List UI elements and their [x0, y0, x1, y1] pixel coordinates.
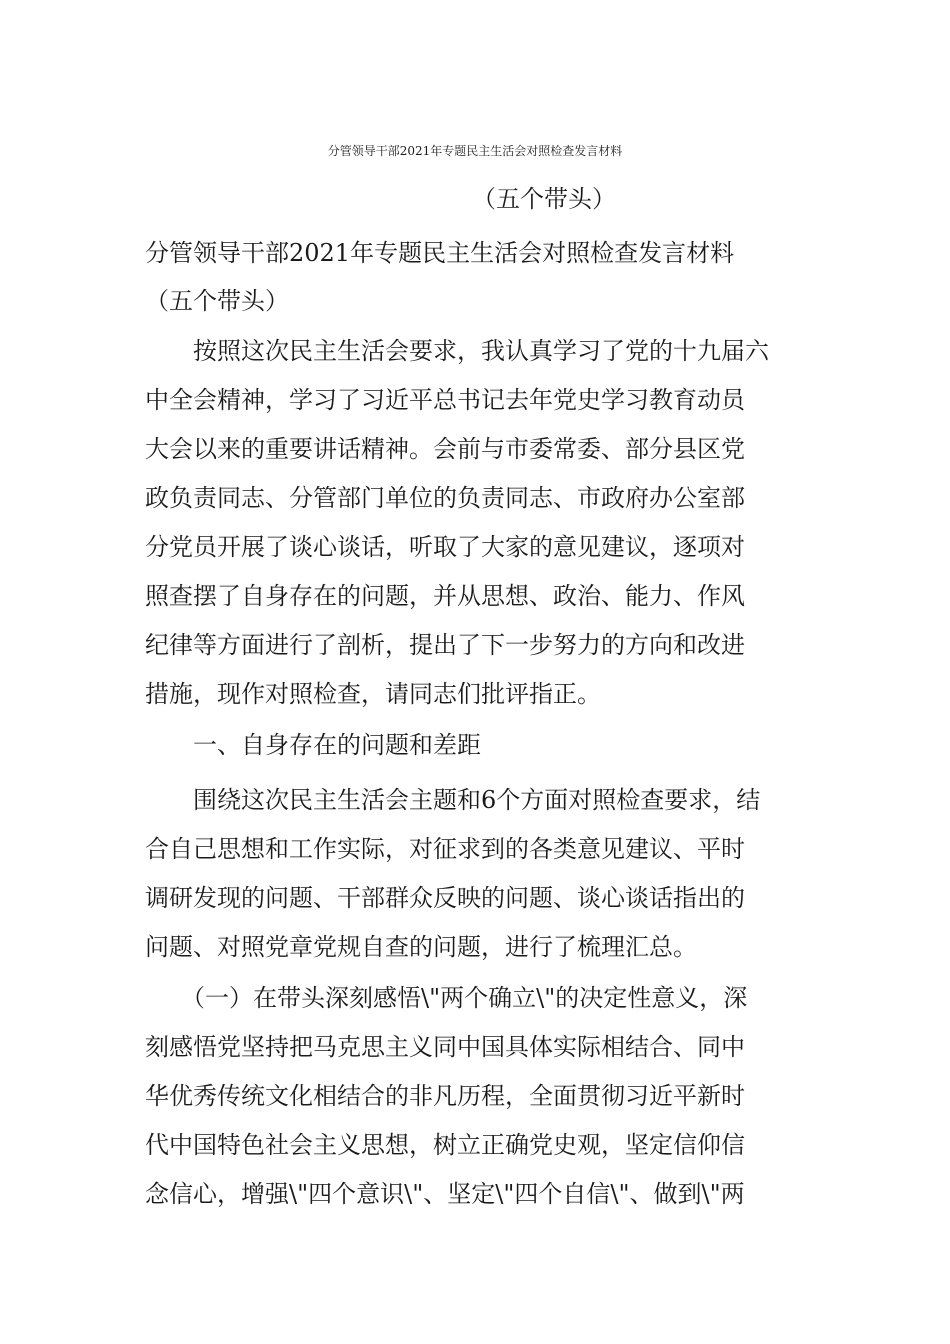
body-line: 围绕这次民主生活会主题和6个方面对照检查要求，结 [145, 786, 761, 814]
body-line: 政负责同志、分管部门单位的负责同志、市政府办公室部 [145, 484, 745, 512]
section-heading: 一、自身存在的问题和差距 [145, 731, 481, 759]
body-line: 措施，现作对照检查，请同志们批评指正。 [145, 680, 601, 708]
body-line: 按照这次民主生活会要求，我认真学习了党的十九届六 [145, 337, 769, 365]
body-line: 大会以来的重要讲话精神。会前与市委常委、部分县区党 [145, 435, 745, 463]
body-line: 分党员开展了谈心谈话，听取了大家的意见建议，逐项对 [145, 533, 745, 561]
body-line: 调研发现的问题、干部群众反映的问题、谈心谈话指出的 [145, 884, 745, 912]
body-line: 念信心，增强\"四个意识\"、坚定\"四个自信\"、做到\"两 [145, 1180, 745, 1208]
body-line: 华优秀传统文化相结合的非凡历程，全面贯彻习近平新时 [145, 1082, 745, 1110]
document-subtitle: （五个带头） [472, 185, 616, 213]
body-line: （五个带头） [145, 287, 289, 315]
body-line: 中全会精神，学习了习近平总书记去年党史学习教育动员 [145, 386, 745, 414]
body-line: 问题、对照党章党规自查的问题，进行了梳理汇总。 [145, 933, 697, 961]
body-line: 刻感悟党坚持把马克思主义同中国具体实际相结合、同中 [145, 1033, 745, 1061]
body-line: （一）在带头深刻感悟\"两个确立\"的决定性意义，深 [145, 984, 748, 1012]
document-title: 分管领导干部2021年专题民主生活会对照检查发言材料 [327, 144, 623, 158]
body-line: 照查摆了自身存在的问题，并从思想、政治、能力、作风 [145, 582, 745, 610]
body-line: 纪律等方面进行了剖析，提出了下一步努力的方向和改进 [145, 631, 745, 659]
body-line: 分管领导干部2021年专题民主生活会对照检查发言材料 [145, 239, 735, 267]
body-line: 代中国特色社会主义思想，树立正确党史观，坚定信仰信 [145, 1131, 745, 1159]
body-line: 合自己思想和工作实际，对征求到的各类意见建议、平时 [145, 835, 745, 863]
